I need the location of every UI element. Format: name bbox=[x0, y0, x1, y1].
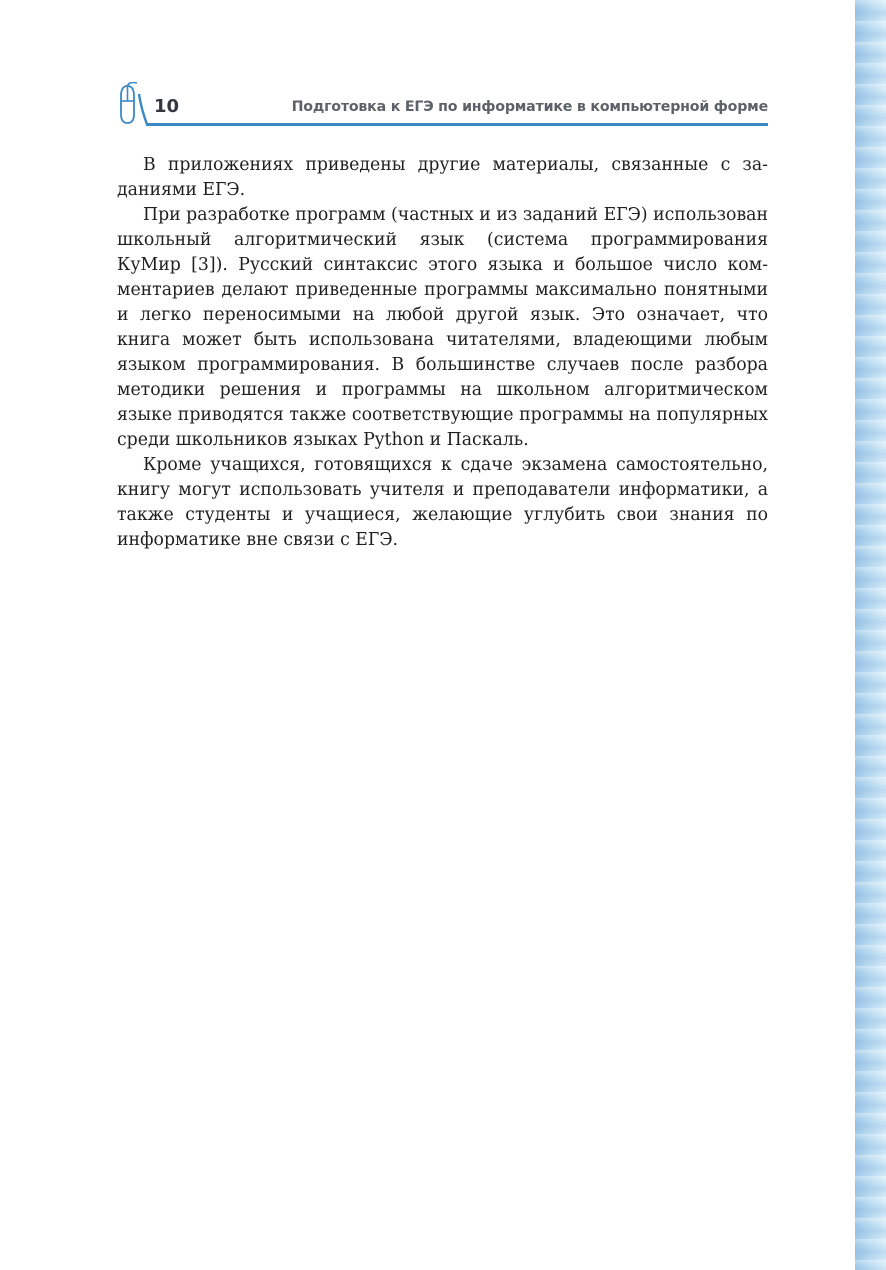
paragraph-2: При разработке программ (частных и из заданий ЕГЭ) использован школьный алгоритмический язык (система программирования КуМир [3]). Русский синтаксис этого языка и большое число комментариев делают приведенные программы максимально понятными и легко переносимыми на любой другой язык. Это означает, что книга может быть использована читателями, владеющими любым языком программирования. В большинстве случаев после разбора методики решения и программы на школьном алгоритмическом языке приводятся также соответствующие программы на популярных среди школьников языках Python и Паскаль. bbox=[117, 205, 768, 450]
paragraph-3: Кроме учащихся, готовящихся к сдаче экзамена самостоятельно, книгу могут использовать учителя и преподаватели информатики, а также студенты и учащиеся, желающие углубить свои знания по информатике вне связи с ЕГЭ. bbox=[117, 455, 768, 550]
page-number: 10 bbox=[154, 96, 180, 117]
running-title: Подготовка к ЕГЭ по информатике в компьютерной форме bbox=[291, 99, 768, 115]
main-text bbox=[117, 153, 768, 553]
page-edge-decoration bbox=[855, 0, 886, 1270]
paragraph-1: В приложениях приведены другие материалы, связанные с заданиями ЕГЭ. bbox=[117, 155, 768, 200]
running-header bbox=[117, 82, 768, 128]
header-rule bbox=[146, 123, 768, 126]
computer-mouse-icon bbox=[117, 82, 157, 128]
